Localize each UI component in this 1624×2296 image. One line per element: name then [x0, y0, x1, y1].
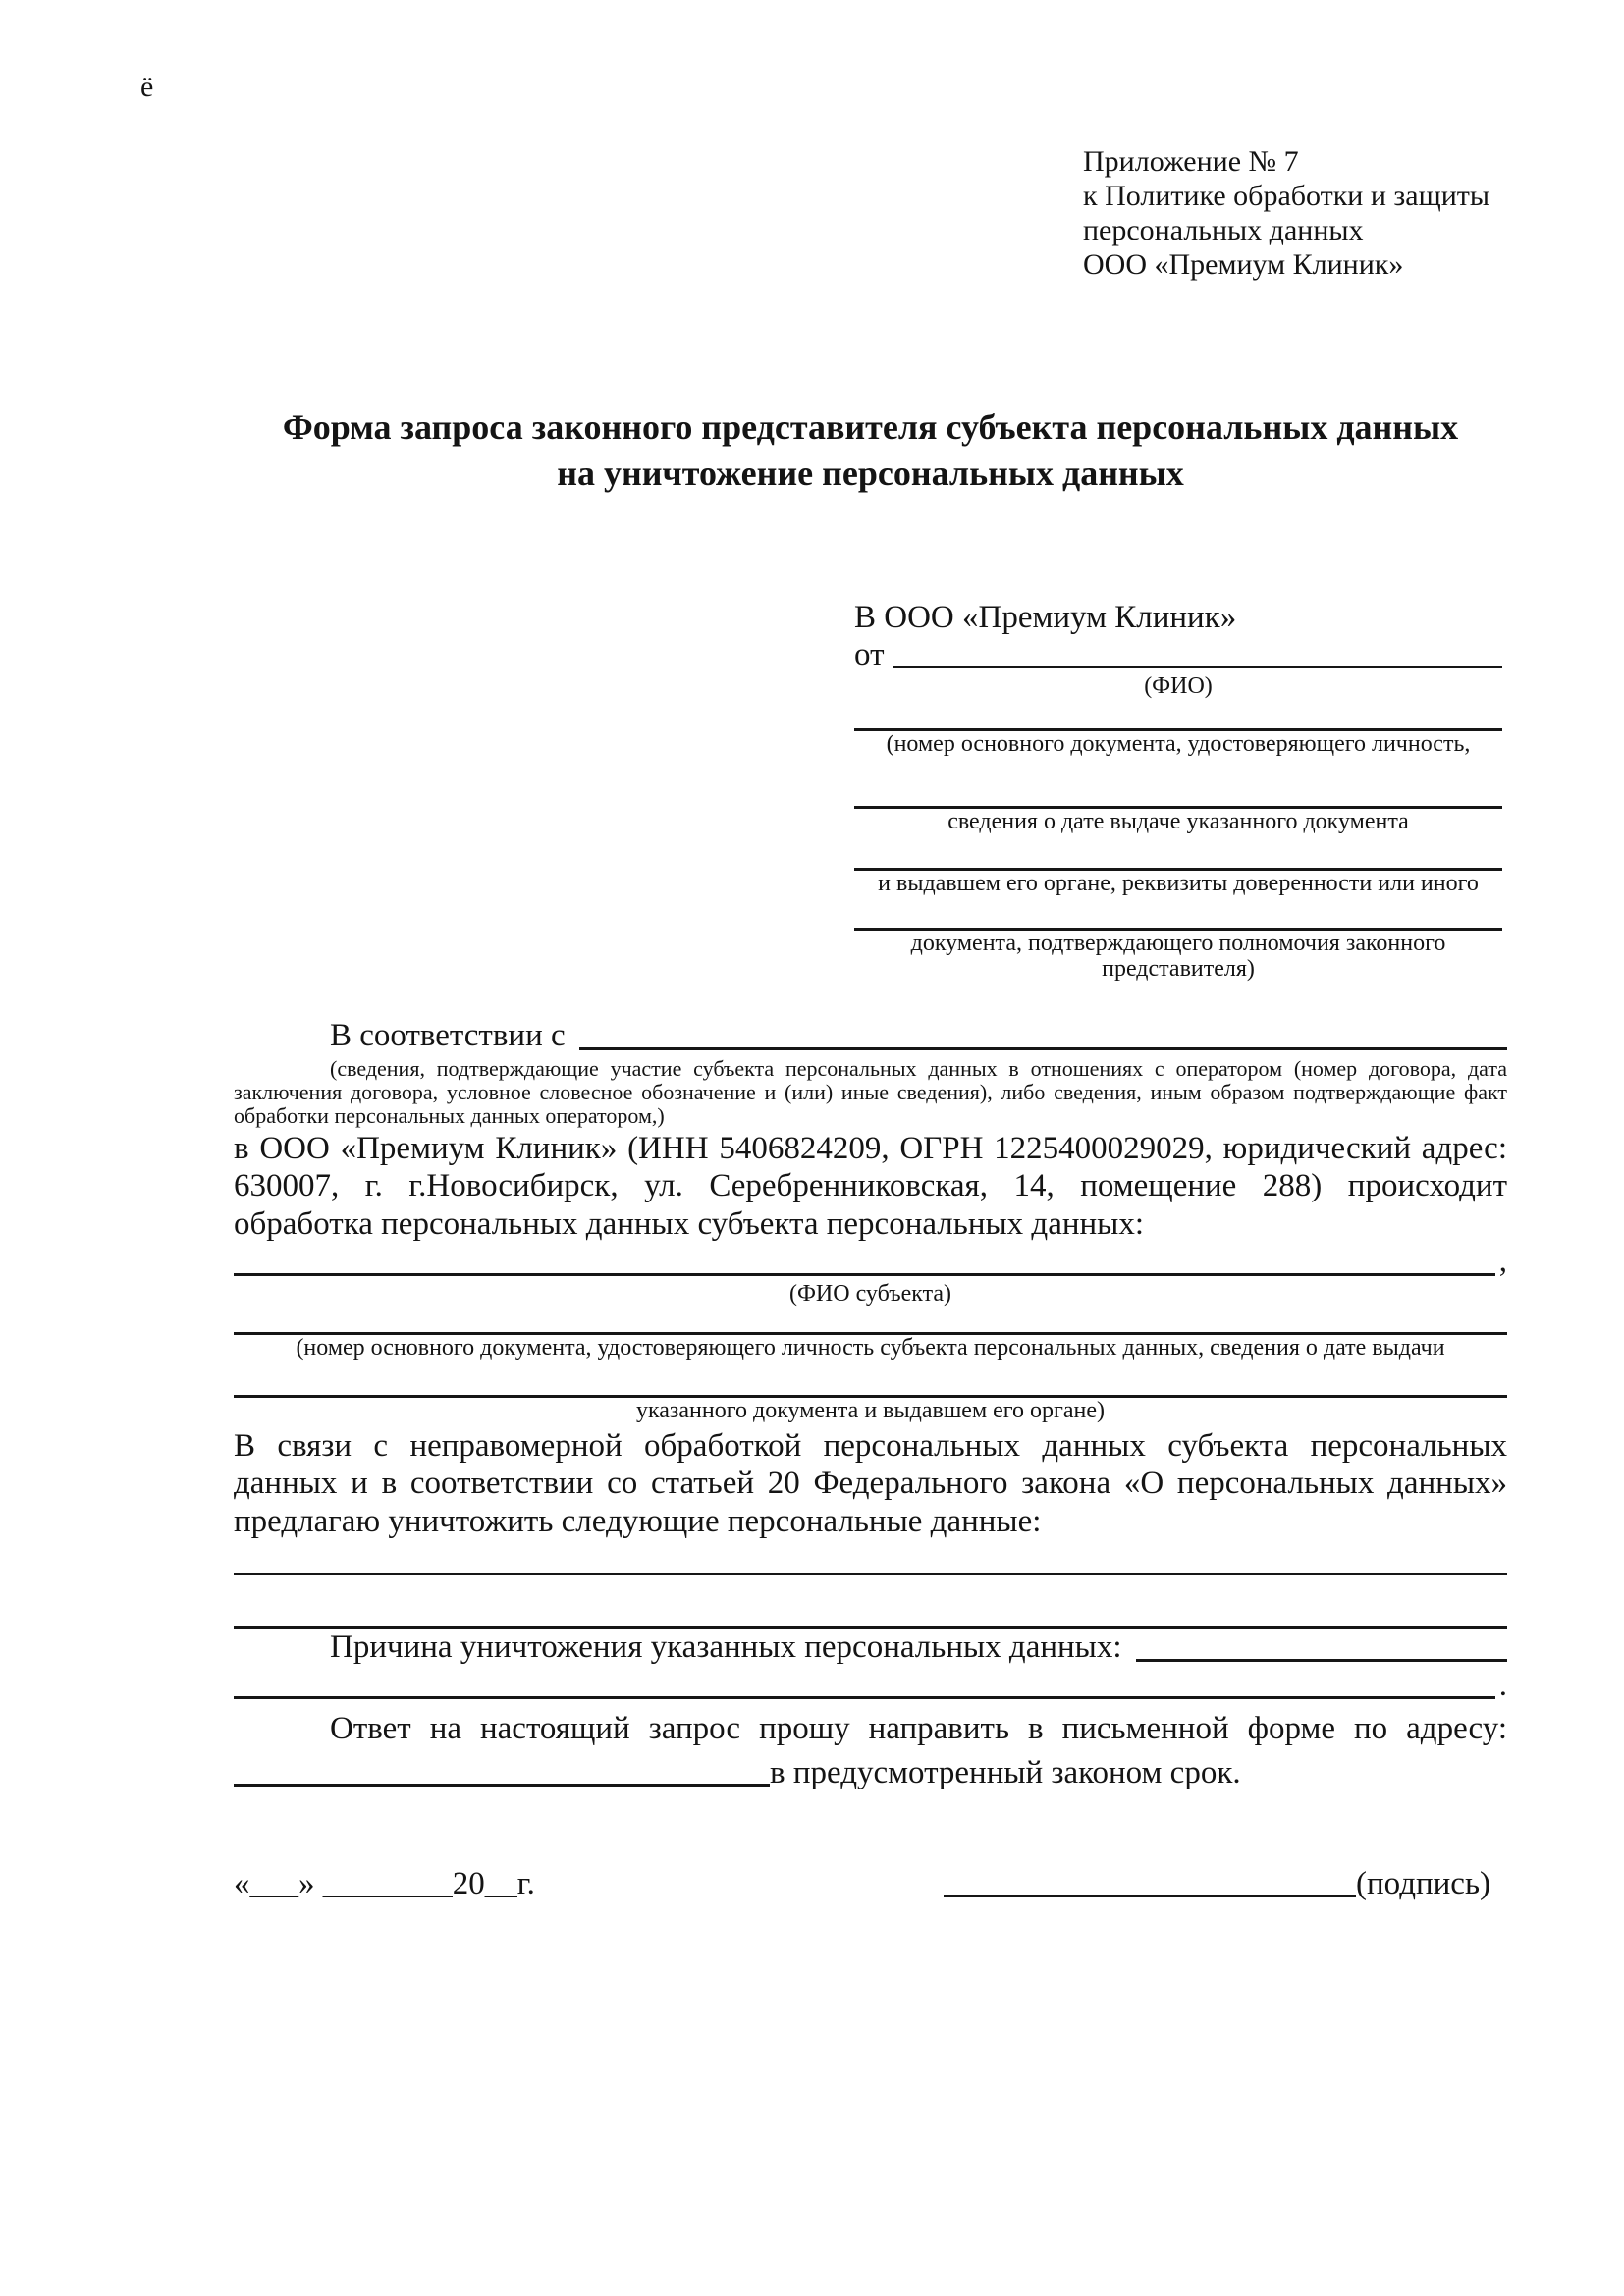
appendix-line-1: Приложение № 7 [1083, 145, 1299, 178]
blank-caption-3: и выдавшем его органе, реквизиты доверенности или иного [878, 871, 1479, 896]
subject-fio-row [234, 1243, 1507, 1281]
appendix-line-2: к Политике обработки и защиты [1083, 180, 1490, 212]
fio-caption: (ФИО) [1144, 673, 1213, 699]
body-block [234, 1017, 1507, 1791]
title-line-2: на уничтожение персональных данных [557, 454, 1184, 493]
accordance-row [234, 1017, 1507, 1055]
reason-continuation-row [234, 1667, 1507, 1705]
document-title [234, 404, 1507, 497]
title-line-1: Форма запроса законного представителя субъекта персональных данных [282, 407, 1459, 447]
addressee-to-line: В ООО «Премиум Клиник» [854, 600, 1237, 635]
reply-line-1: Ответ на настоящий запрос прошу направить в письменной форме по адресу: [330, 1711, 1507, 1746]
from-label: от [854, 637, 885, 672]
subject-doc-caption-2: указанного документа и выдавшем его органе) [635, 1397, 1106, 1423]
reason-blank-line [1136, 1659, 1507, 1662]
subject-fio-caption: (ФИО субъекта) [788, 1280, 952, 1307]
reason-row [234, 1629, 1507, 1667]
signature-block [234, 1865, 1490, 1902]
subject-doc-caption-1: (номер основного документа, удостоверяющего личность субъекта персональных данных, сведения о дате выдачи [296, 1334, 1445, 1361]
blank-line [854, 896, 1502, 931]
demand-paragraph: В связи с неправомерной обработкой персональных данных субъекта персональных данных и в соответствии со статьей 20 Федерального закона «О персональных данных» предлагаю уничтожить следующие персональные данные: [234, 1427, 1507, 1539]
addressee-block [854, 599, 1502, 982]
from-blank-line [893, 666, 1503, 668]
appendix-line-4: ООО «Премиум Клиник» [1083, 248, 1404, 281]
blank-line [854, 699, 1502, 731]
reply-line-2-row [234, 1754, 1507, 1792]
reply-line-2-text: в предусмотренный законом срок. [770, 1754, 1241, 1790]
address-blank-line [234, 1784, 770, 1787]
blank-line [234, 1540, 1507, 1575]
subject-fio-blank-line [234, 1273, 1495, 1276]
blank-caption-4: документа, подтверждающего полномочия законного представителя) [910, 931, 1446, 982]
appendix-block [1083, 144, 1489, 282]
blank-line [234, 1307, 1507, 1335]
blank-line [854, 834, 1502, 871]
stray-char: ё [140, 71, 154, 103]
reason-label: Причина уничтожения указанных персональных данных: [330, 1629, 1122, 1665]
blank-line [234, 1575, 1507, 1629]
blank-caption-1: (номер основного документа, удостоверяющего личность, [886, 731, 1471, 757]
signature-area [944, 1865, 1490, 1902]
appendix-line-3: персональных данных [1083, 214, 1364, 246]
blank-caption-2: сведения о дате выдаче указанного документа [947, 809, 1409, 834]
reason-blank-line-2 [234, 1696, 1495, 1699]
accordance-blank-line [579, 1047, 1507, 1050]
period-mark: . [1498, 1667, 1507, 1703]
operator-paragraph: в ООО «Премиум Клиник» (ИНН 5406824209, ОГРН 1225400029029, юридический адрес: 630007, г. г.Новосибирск, ул. Серебренниковская, 14, помещение 288) происходит обработка персональных данных субъекта персональных данных: [234, 1130, 1507, 1242]
date-line: «___» ________20__г. [234, 1866, 535, 1901]
addressee-from-row [854, 636, 1502, 673]
accordance-label: В соответствии с [330, 1018, 566, 1053]
accordance-caption: (сведения, подтверждающие участие субъекта персональных данных в отношениях с оператором (номер договора, дата заключения договора, условное словесное обозначение и (или) иные сведения), либо сведения, иным образом подтверждающие факт обработки персональных данных оператором,) [234, 1055, 1507, 1128]
blank-line [234, 1361, 1507, 1398]
comma-mark: , [1498, 1244, 1507, 1279]
signature-blank-line [944, 1895, 1356, 1897]
blank-line [854, 757, 1502, 809]
signature-caption: (подпись) [1356, 1866, 1490, 1901]
